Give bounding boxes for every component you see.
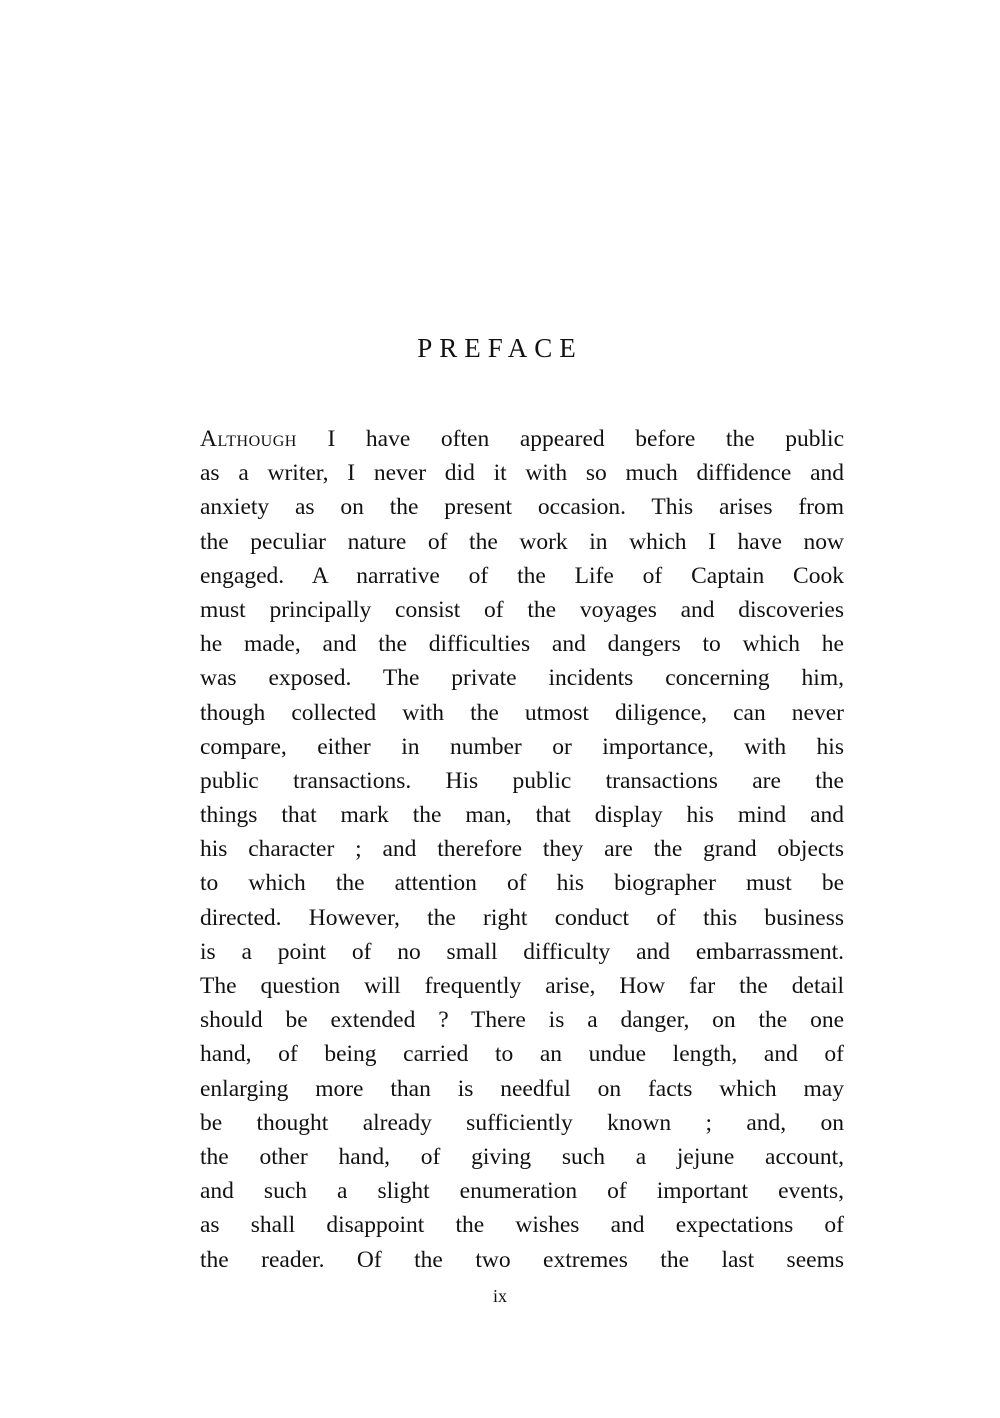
text-line: enlarging more than is needful on facts which may: [200, 1075, 844, 1102]
text-line: hand, of being carried to an undue length, and of: [200, 1041, 844, 1068]
text-line: was exposed. The private incidents concerning him,: [200, 665, 844, 692]
text-line: things that mark the man, that display his mind and: [200, 802, 844, 829]
text-line: he made, and the difficulties and dangers to which he: [200, 631, 844, 658]
text-line: and such a slight enumeration of important events,: [200, 1178, 844, 1205]
text-line: The question will frequently arise, How far the detail: [200, 973, 844, 999]
text-line: [200, 422, 844, 456]
text-line: anxiety as on the present occasion. This arises from: [200, 494, 844, 521]
text-line: his character ; and therefore they are the grand objects: [200, 836, 844, 863]
text-line: the reader. Of the two extremes the last seems: [200, 1246, 844, 1273]
preface-body: [200, 422, 844, 1277]
text-line: the peculiar nature of the work in which I have now: [200, 528, 844, 555]
text-line: as a writer, I never did it with so much diffidence and: [200, 460, 844, 487]
page-number: ix: [492, 1286, 507, 1306]
text-line: is a point of no small difficulty and embarrassment.: [200, 938, 844, 965]
text-line: though collected with the utmost diligence, can never: [200, 699, 844, 726]
chapter-heading: PREFACE: [417, 333, 583, 363]
first-line-rest: I have often appeared before the public: [327, 426, 844, 452]
text-line: directed. However, the right conduct of this business: [200, 904, 844, 931]
text-line: to which the attention of his biographer must be: [200, 870, 844, 897]
text-line: be thought already sufficiently known ; and, on: [200, 1109, 844, 1136]
text-line: the other hand, of giving such a jejune account,: [200, 1143, 844, 1170]
text-line: compare, either in number or importance, with his: [200, 733, 844, 760]
text-line: should be extended ? There is a danger, on the one: [200, 1007, 844, 1034]
text-line: public transactions. His public transactions are the: [200, 767, 844, 794]
text-line: engaged. A narrative of the Life of Captain Cook: [200, 562, 844, 589]
opening-word: Although: [200, 426, 297, 452]
text-line: must principally consist of the voyages and discoveries: [200, 596, 844, 623]
text-line: as shall disappoint the wishes and expectations of: [200, 1212, 844, 1239]
